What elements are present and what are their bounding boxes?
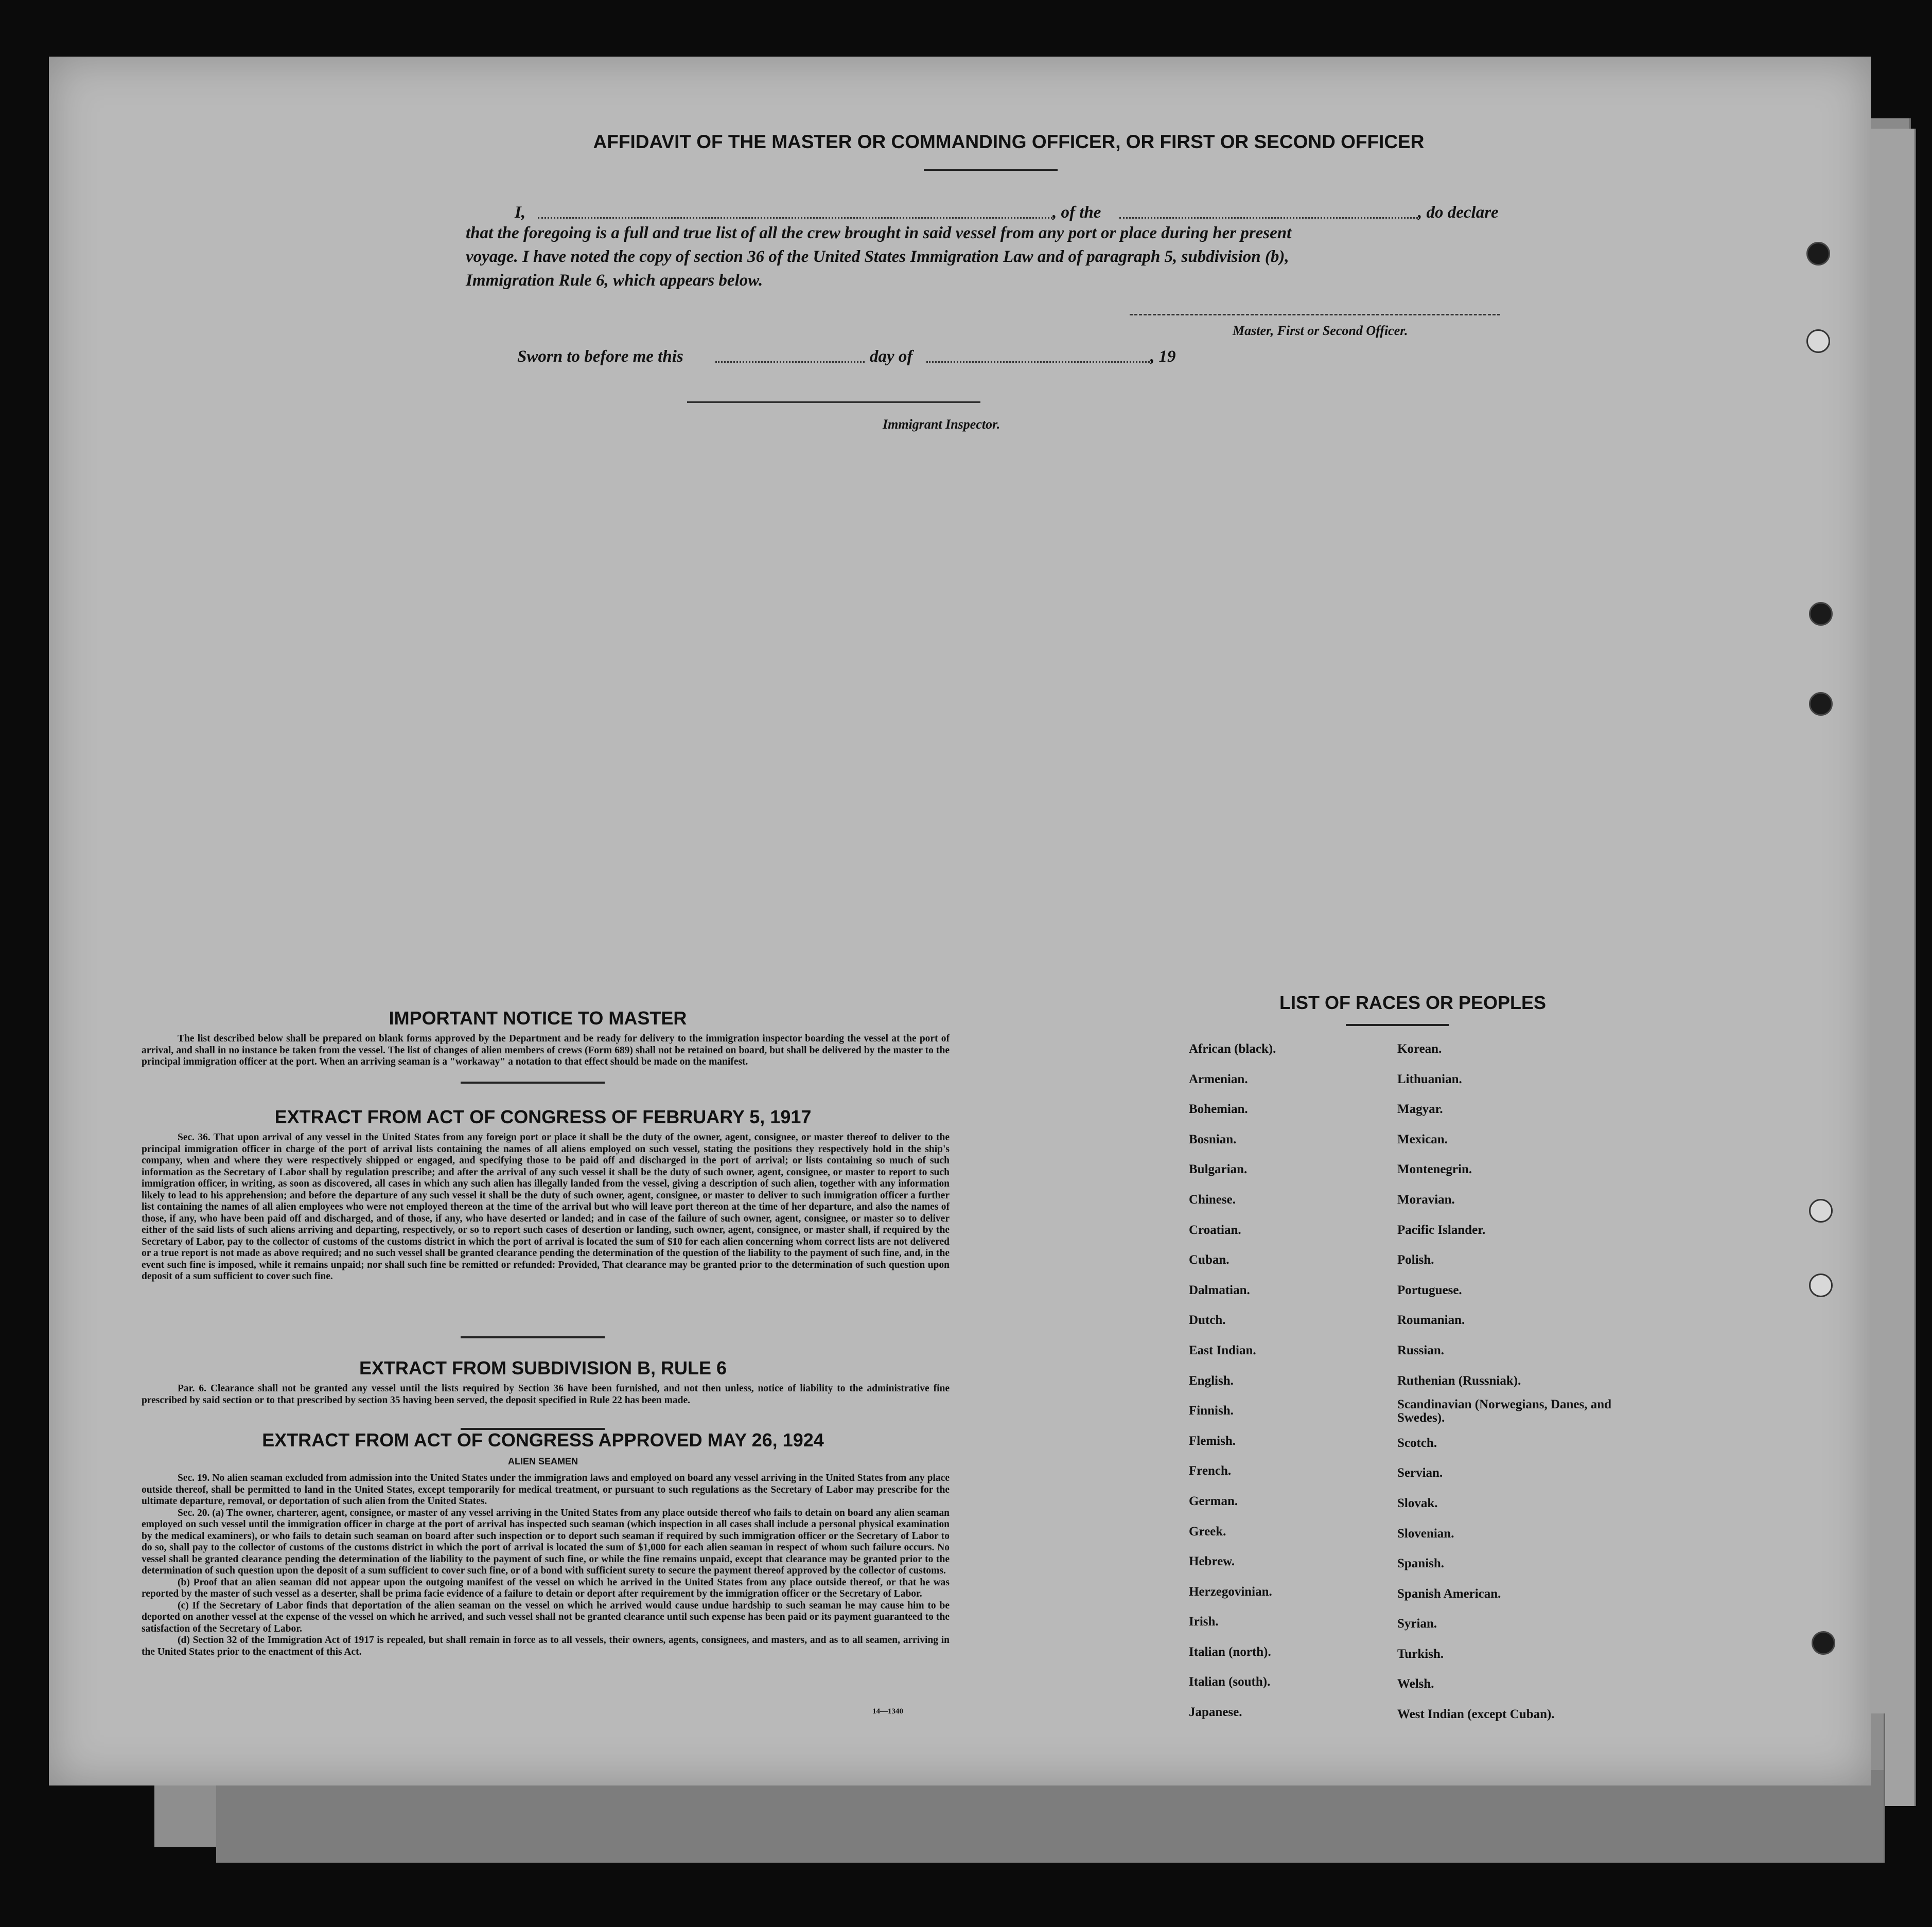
race-item: Magyar. <box>1397 1102 1443 1117</box>
race-item: Flemish. <box>1189 1434 1236 1448</box>
punch-hole <box>1809 1199 1833 1223</box>
races-title-rule <box>1346 1024 1449 1026</box>
extract-1924-title: EXTRACT FROM ACT OF CONGRESS APPROVED MAY 26, 1924 <box>262 1429 824 1451</box>
race-item: Japanese. <box>1189 1705 1242 1720</box>
race-item: Moravian. <box>1397 1192 1455 1207</box>
declarant-prefix: I, <box>515 203 526 222</box>
race-item: Turkish. <box>1397 1647 1444 1661</box>
race-item: English. <box>1189 1373 1234 1388</box>
race-item: Bohemian. <box>1189 1102 1248 1117</box>
vessel-name-field[interactable] <box>1119 217 1418 219</box>
race-item: German. <box>1189 1494 1238 1508</box>
sec-36-paragraph: Sec. 36. That upon arrival of any vessel in the United States from any foreign port or place it shall be the duty of the owner, agent, consignee, or master thereof to deliver to the principal immigration officer in charge of the port of arrival lists containing the names of all aliens employed on such vessel, stating the positions they respectively hold in the ship's company, when and where they were respectively shipped or engaged, and specifying those to be paid off and discharged in the port of arrival; or lists containing so much of such information as the Secretary of Labor shall by regulation prescribe; and after the arrival of any such vessel it shall be the duty of such owner, agent, consignee, or master to report to such immigration officer, in writing, as soon as discovered, all cases in which any such alien has illegally landed from the vessel, giving a description of such alien, together with any information likely to lead to his apprehension; and before the departure of any such vessel it shall be the duty of such owner, agent, consignee, or master to deliver to such immigration officer a further list containing the names of all alien employees who were not employed thereon at the time of the arrival but who will leave port thereon at the time of her departure, and also the names of those, if any, who have been paid off and discharged, and of those, if any, who have deserted or landed; and in case of the failure of such owner, agent, consignee, or master so to deliver either of the said lists of such aliens arriving and departing, respectively, or so to report such cases of desertion or landing, such owner, agent, consignee, or master shall, if required by the Secretary of Labor, pay to the collector of customs of the customs district in which the port of arrival is located the sum of $10 for each alien concerning whom correct lists are not delivered or a true report is not made as above required; and no such vessel shall be granted clearance pending the determination of the question of the liability to the payment of such fine, and, in the event such fine is imposed, while it remains unpaid; nor shall such fine be remitted or refunded: Provided, That clearance may be granted prior to the determination of such question upon deposit of a sum sufficient to cover such fine. <box>142 1132 950 1282</box>
extract-1917-text <box>142 1132 950 1283</box>
affidavit-body-line1: that the foregoing is a full and true list of all the crew brought in said vessel from any port or place during her present <box>466 224 1292 242</box>
race-item: Irish. <box>1189 1615 1219 1629</box>
races-right-column <box>1397 1034 1624 1730</box>
race-item: Russian. <box>1397 1343 1445 1357</box>
sec-20c-paragraph: (c) If the Secretary of Labor finds that deportation of the alien seaman on the vessel on which he arrived would cause undue hardship to such seaman he may cause him to be deported on another vessel at the expense of the vessel on which he arrived, and such vessel shall not be granted clearance until such expense has been paid or its payment guaranteed to the satisfaction of the Secretary of Labor. <box>142 1600 950 1634</box>
inspector-label: Immigrant Inspector. <box>883 417 1000 432</box>
race-item: Spanish. <box>1397 1557 1445 1571</box>
form-number: 14—1340 <box>872 1707 903 1716</box>
punch-hole <box>1809 602 1833 626</box>
race-item: French. <box>1189 1464 1232 1478</box>
of-the-text: , of the <box>1052 203 1101 222</box>
sec-19-paragraph: Sec. 19. No alien seaman excluded from admission into the United States under the immigration laws and employed on board any vessel arriving in the United States from any place outside thereof, shall be permitted to land in the United States, except temporarily for medical treatment, or pursuant to such regulations as the Secretary of Labor may prescribe for the ultimate departure, removal, or deportation of such alien from the United States. <box>142 1473 950 1507</box>
race-item: Syrian. <box>1397 1617 1437 1631</box>
race-item: Slovenian. <box>1397 1526 1454 1541</box>
sec-20b-paragraph: (b) Proof that an alien seaman did not appear upon the outgoing manifest of the vessel on which he arrived in the United States from any place outside thereof, or that he was reported by the master of such vessel as a deserter, shall be prima facie evidence of a failure to detain or deport after requirement by the immigration officer or the Secretary of Labor. <box>142 1577 950 1599</box>
race-item: Spanish American. <box>1397 1586 1501 1601</box>
race-item: Bosnian. <box>1189 1132 1237 1146</box>
extract-1924-text <box>142 1473 950 1658</box>
race-item: Bulgarian. <box>1189 1162 1248 1177</box>
declarant-name-field[interactable] <box>538 217 1052 219</box>
race-item: Lithuanian. <box>1397 1072 1462 1086</box>
title-rule <box>924 169 1058 171</box>
races-left-column <box>1189 1034 1384 1728</box>
races-title: LIST OF RACES OR PEOPLES <box>1279 992 1547 1013</box>
race-item: Armenian. <box>1189 1072 1248 1086</box>
sworn-year-label: , 19 <box>1150 347 1176 366</box>
inspector-signature-field[interactable] <box>687 401 980 403</box>
race-item: Slovak. <box>1397 1496 1438 1510</box>
notice-paragraph: The list described below shall be prepared on blank forms approved by the Department and be ready for delivery to the immigration inspector boarding the vessel at the port of arrival, and shall in no instance be taken from the vessel. The list of changes of alien members of crews (Form 689) shall not be retained on board, but shall be delivered by the master to the principal immigration officer at the port. When an arriving seaman is a "workaway" a notation to that effect should be made on the manifest. <box>142 1033 950 1067</box>
extract-rule6-title: EXTRACT FROM SUBDIVISION B, RULE 6 <box>359 1357 727 1378</box>
race-item: Scandinavian (Norwegians, Danes, and Swedes). <box>1397 1398 1612 1425</box>
punch-hole <box>1812 1631 1835 1655</box>
master-signature-field[interactable] <box>1130 314 1500 315</box>
race-item: Dutch. <box>1189 1313 1226 1328</box>
race-item: Scotch. <box>1397 1436 1437 1450</box>
race-item: Polish. <box>1397 1253 1434 1267</box>
race-item: Herzegovinian. <box>1189 1584 1272 1599</box>
race-item: Cuban. <box>1189 1253 1230 1267</box>
race-item: Italian (north). <box>1189 1645 1271 1659</box>
notice-title: IMPORTANT NOTICE TO MASTER <box>389 1007 687 1029</box>
race-item: Chinese. <box>1189 1192 1236 1207</box>
sworn-day-label: day of <box>870 347 913 366</box>
master-signature-label: Master, First or Second Officer. <box>1233 323 1408 338</box>
declare-text: , do declare <box>1418 203 1499 222</box>
punch-hole <box>1809 692 1833 716</box>
race-item: Portuguese. <box>1397 1283 1462 1297</box>
punch-hole <box>1806 329 1830 353</box>
race-item: African (black). <box>1189 1042 1276 1056</box>
document-page <box>49 57 1871 1785</box>
race-item: West Indian (except Cuban). <box>1397 1707 1555 1722</box>
race-item: Montenegrin. <box>1397 1162 1472 1177</box>
race-item: Greek. <box>1189 1524 1226 1539</box>
race-item: Mexican. <box>1397 1132 1448 1146</box>
race-item: Hebrew. <box>1189 1554 1235 1569</box>
par-6-paragraph: Par. 6. Clearance shall not be granted any vessel until the lists required by Section 36 have been furnished, and not then unless, notice of liability to the administrative fine prescribed by said section or to that prescribed by section 35 having been served, the deposit specified in Rule 22 has been made. <box>142 1383 950 1406</box>
race-item: Italian (south). <box>1189 1675 1271 1689</box>
sworn-month-field[interactable] <box>926 361 1153 363</box>
alien-seamen-subtitle: ALIEN SEAMEN <box>507 1456 578 1466</box>
sec-20a-paragraph: Sec. 20. (a) The owner, charterer, agent, consignee, or master of any vessel arriving in the United States from any place outside thereof who fails to detain on board any alien seaman employed on such vessel until the immigration officer in charge at the port of arrival has inspected such seaman (which inspection in all cases shall include a personal physical examination by the medical examiners), or who fails to detain such seaman on board after such inspection or to deport such seaman if required by such immigration officer or the Secretary of Labor to do so, shall pay to the collector of customs of the customs district in which the port of arrival is located the sum of $1,000 for each alien seaman in respect of whom such failure occurs. No vessel shall be granted clearance pending the determination of the liability to the payment of such fine, or while the fine remains unpaid, except that clearance may be granted prior to the determination of such question upon the deposit of a sum sufficient to cover such fine, or of a bond with sufficient surety to secure the payment thereof approved by the collector of customs. <box>142 1507 950 1576</box>
extract-1917-title: EXTRACT FROM ACT OF CONGRESS OF FEBRUARY 5, 1917 <box>274 1106 812 1127</box>
race-item: Ruthenian (Russniak). <box>1397 1373 1521 1388</box>
race-item: East Indian. <box>1189 1343 1256 1357</box>
race-item: Roumanian. <box>1397 1313 1465 1328</box>
race-item: Welsh. <box>1397 1677 1434 1691</box>
sworn-day-field[interactable] <box>715 361 865 363</box>
race-item: Pacific Islander. <box>1397 1223 1486 1237</box>
race-item: Croatian. <box>1189 1223 1241 1237</box>
section-rule <box>461 1336 605 1338</box>
punch-hole <box>1809 1274 1833 1297</box>
section-rule <box>461 1082 605 1084</box>
sec-20d-paragraph: (d) Section 32 of the Immigration Act of 1917 is repealed, but shall remain in force as to all vessels, their owners, agents, consignees, and masters, and as to all seamen, arriving in the United States prior to the enactment of this Act. <box>142 1635 950 1657</box>
affidavit-body-line3: Immigration Rule 6, which appears below. <box>466 271 763 290</box>
extract-rule6-text <box>142 1383 950 1406</box>
punch-hole <box>1806 242 1830 266</box>
race-item: Korean. <box>1397 1042 1442 1056</box>
affidavit-body-line2: voyage. I have noted the copy of section 36 of the United States Immigration Law and of paragraph 5, subdivision (b), <box>466 247 1289 266</box>
notice-text <box>142 1033 950 1068</box>
affidavit-title: AFFIDAVIT OF THE MASTER OR COMMANDING OFFICER, OR FIRST OR SECOND OFFICER <box>593 131 1425 152</box>
race-item: Finnish. <box>1189 1404 1234 1418</box>
race-item: Servian. <box>1397 1466 1443 1480</box>
race-item: Dalmatian. <box>1189 1283 1250 1297</box>
sworn-prefix: Sworn to before me this <box>517 347 683 366</box>
